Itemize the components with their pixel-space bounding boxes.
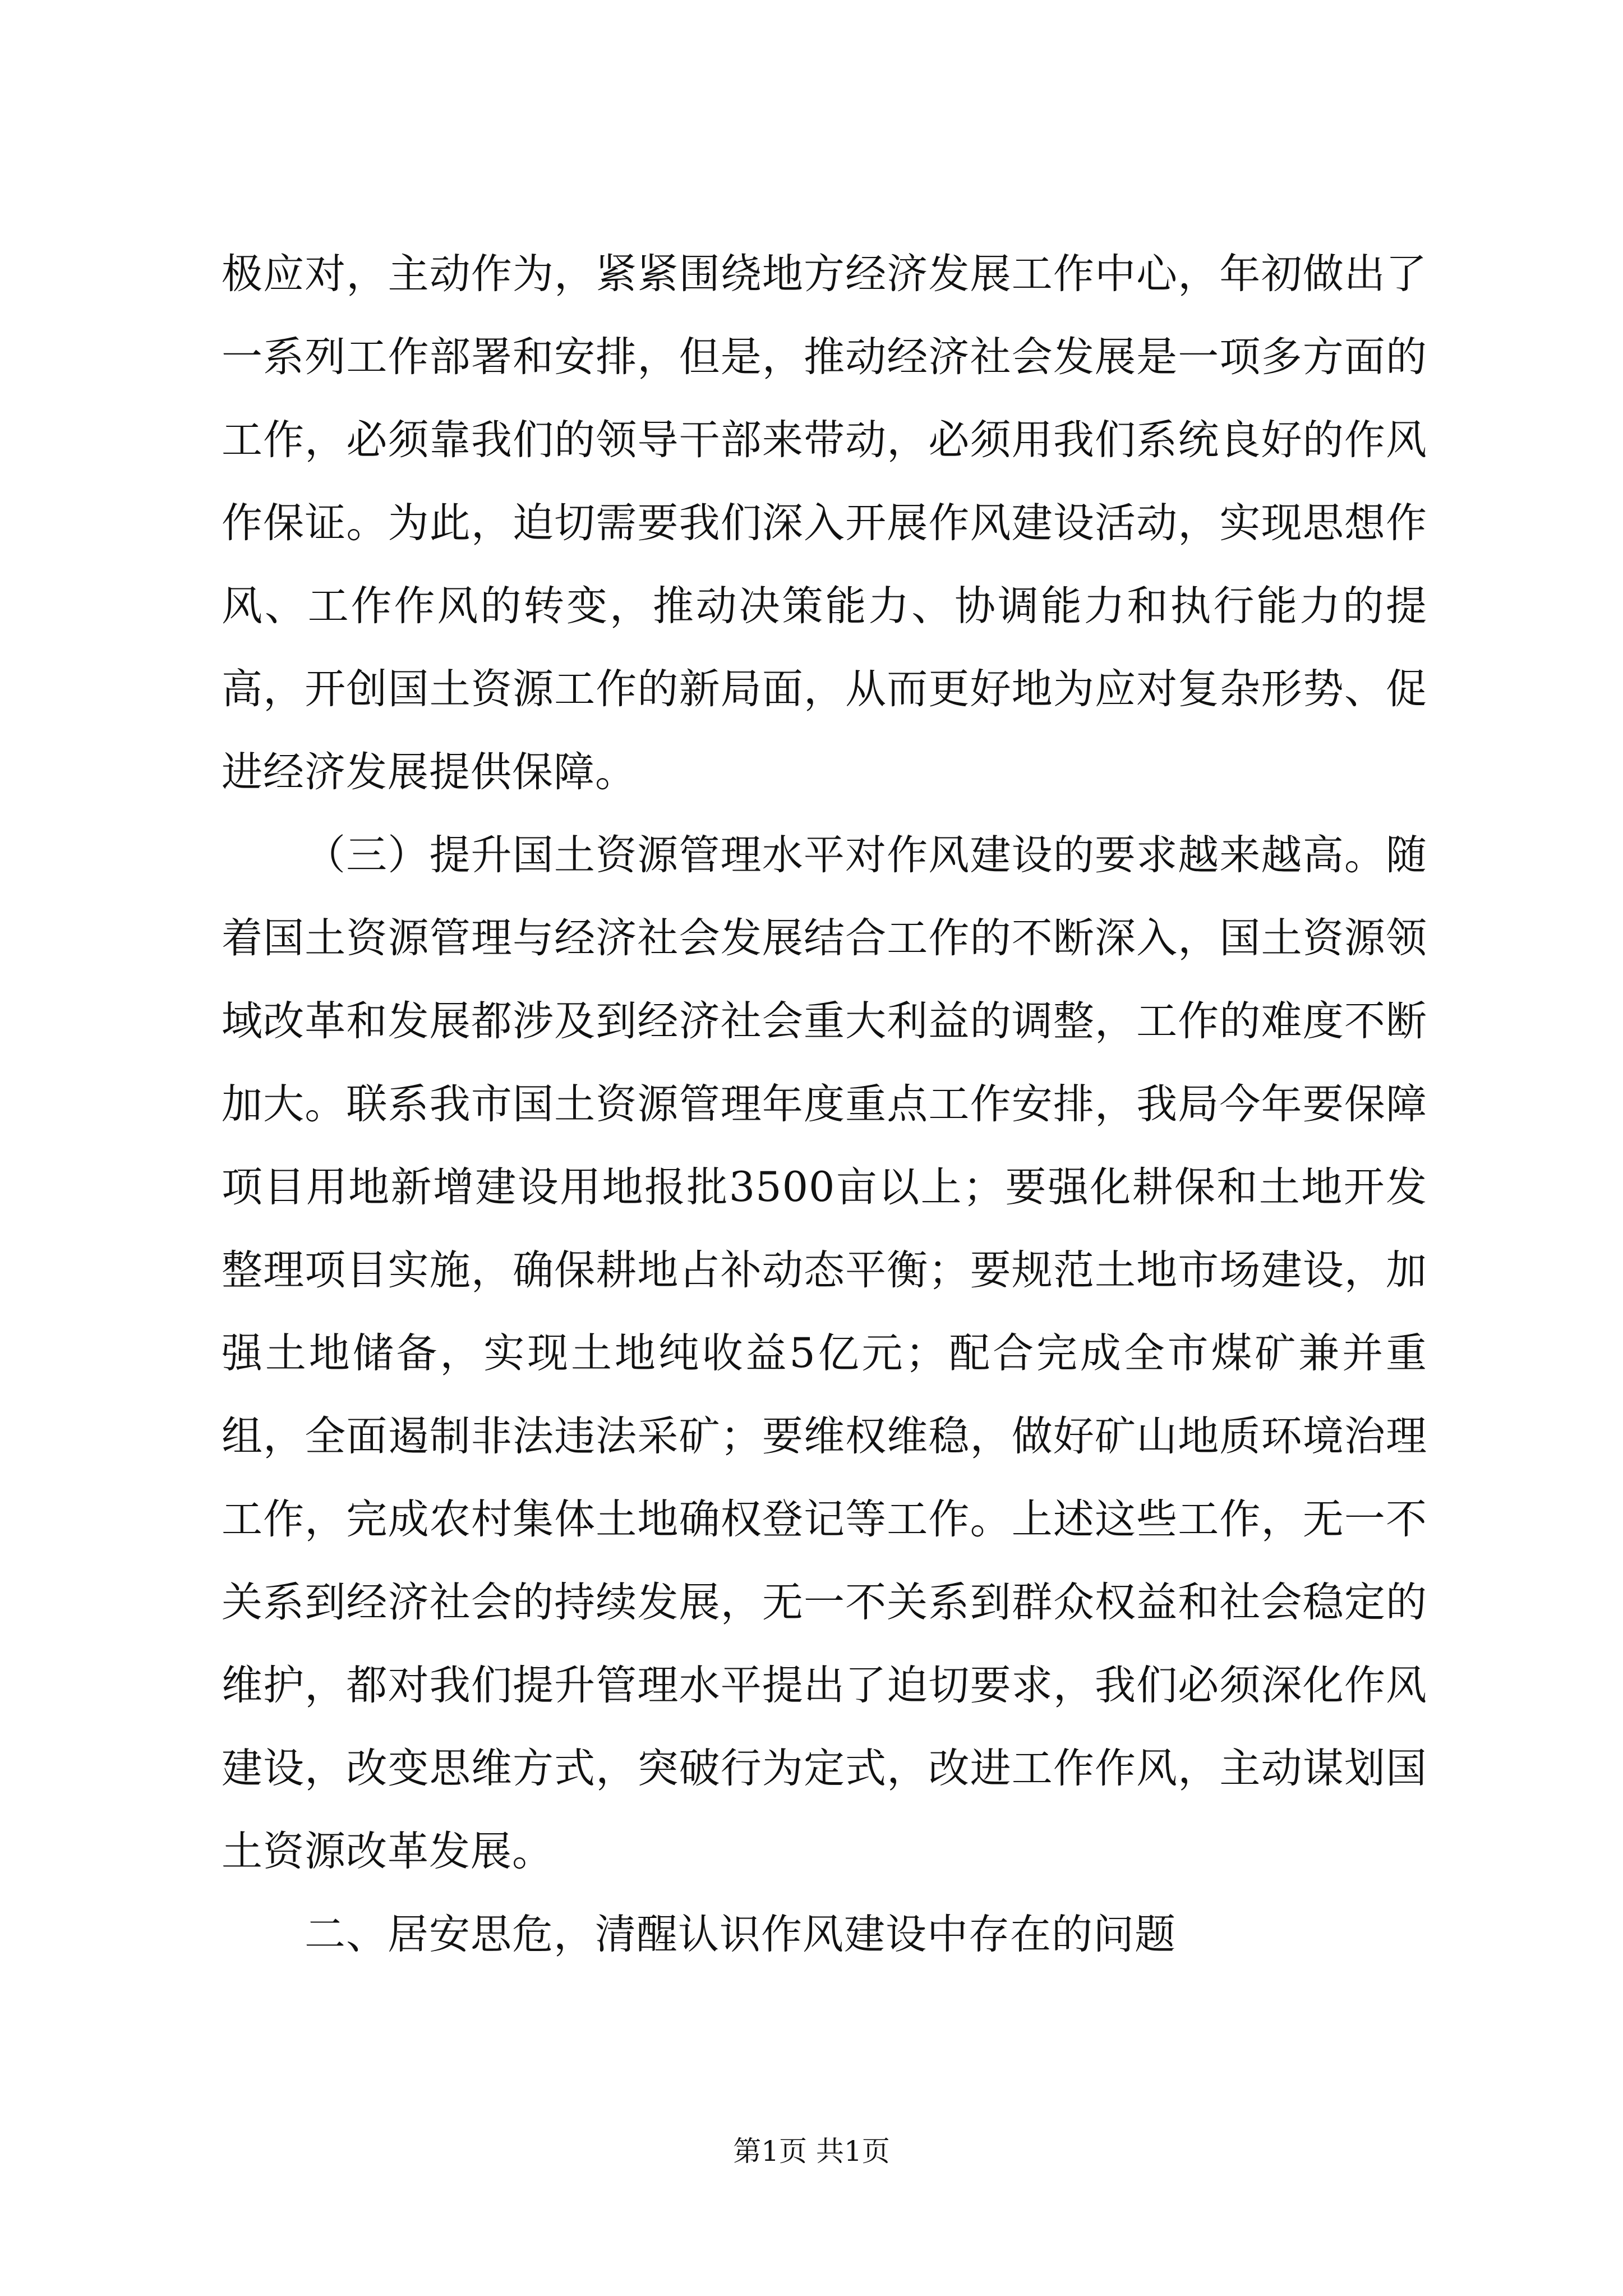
paragraph-continuation: 极应对，主动作为，紧紧围绕地方经济发展工作中心，年初做出了一系列工作部署和安排，但是，推动经济社会发展是一项多方面的工作，必须靠我们的领导干部来带动，必须用我们系统良好的作风作保证。为此，迫切需要我们深入开展作风建设活动，实现思想作风、工作作风的转变，推动决策能力、协调能力和执行能力的提高，开创国土资源工作的新局面，从而更好地为应对复杂形势、促进经济发展提供保障。: [222, 250, 1427, 796]
page-number-footer: 第1页 共1页: [733, 2135, 890, 2168]
section-heading-two: 二、居安思危，清醒认识作风建设中存在的问题: [305, 1911, 1176, 1958]
document-body: [222, 233, 1427, 1976]
paragraph-section-three: （三）提升国土资源管理水平对作风建设的要求越来越高。随着国土资源管理与经济社会发展结合工作的不断深入，国土资源领域改革和发展都涉及到经济社会重大利益的调整，工作的难度不断加大。联系我市国土资源管理年度重点工作安排，我局今年要保障项目用地新增建设用地报批3500亩以上；要强化耕保和土地开发整理项目实施，确保耕地占补动态平衡；要规范土地市场建设，加强土地储备，实现土地纯收益5亿元；配合完成全市煤矿兼并重组，全面遏制非法违法采矿；要维权维稳，做好矿山地质环境治理工作，完成农村集体土地确权登记等工作。上述这些工作，无一不关系到经济社会的持续发展，无一不关系到群众权益和社会稳定的维护，都对我们提升管理水平提出了迫切要求，我们必须深化作风建设，改变思维方式，突破行为定式，改进工作作风，主动谋划国土资源改革发展。: [222, 831, 1427, 1875]
